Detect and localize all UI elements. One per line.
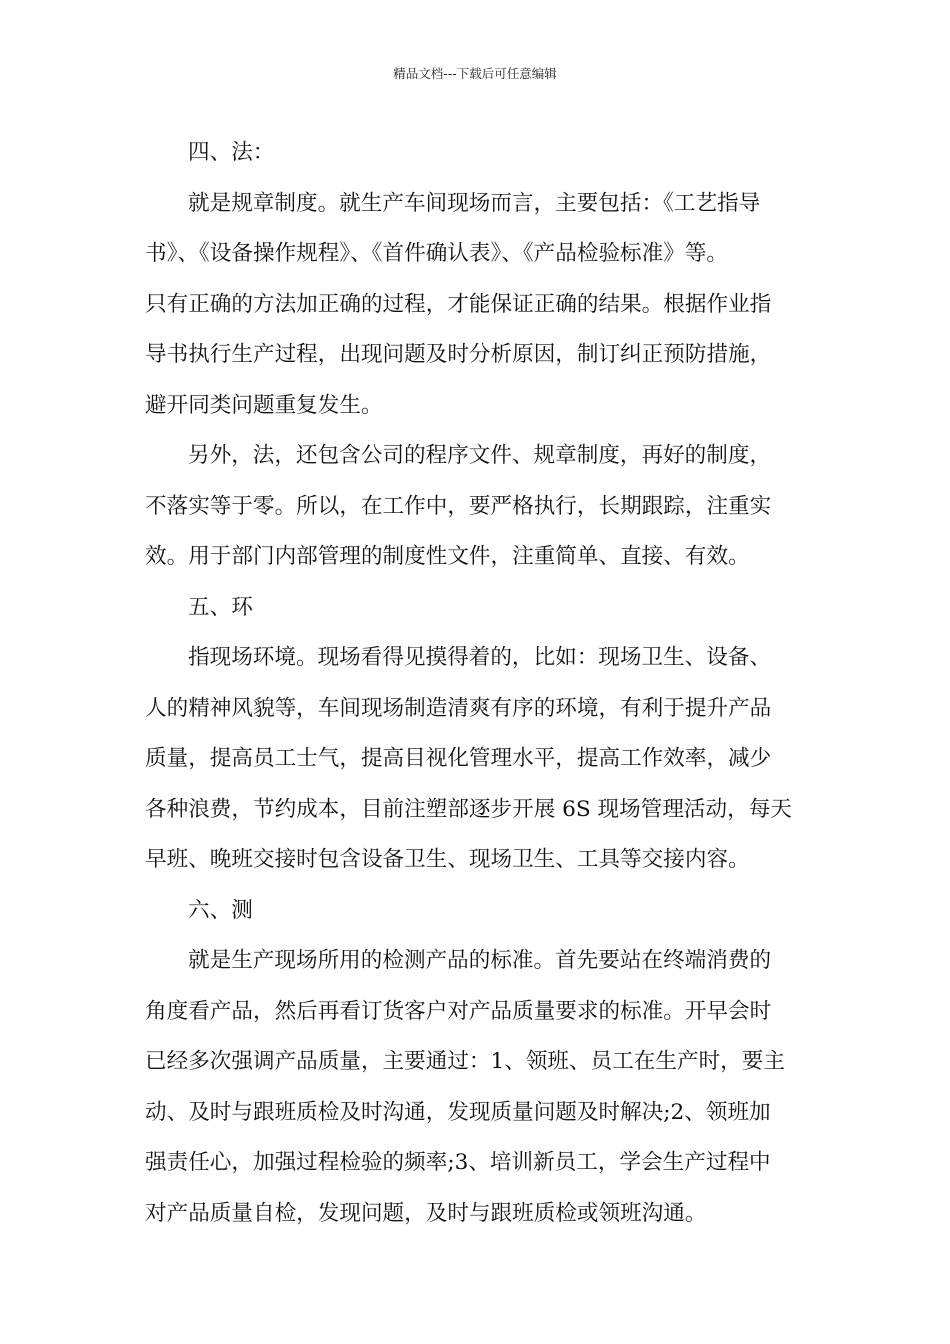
text-line: 指现场环境。现场看得见摸得着的，比如：现场卫生、设备、 bbox=[188, 645, 772, 670]
text-line: 已经多次强调产品质量，主要通过：1、领班、员工在生产时，要主 bbox=[145, 1049, 785, 1074]
text-line: 强责任心，加强过程检验的频率;3、培训新员工，学会生产过程中 bbox=[145, 1150, 771, 1175]
text-line: 早班、晚班交接时包含设备卫生、现场卫生、工具等交接内容。 bbox=[145, 847, 750, 872]
text-line: 人的精神风貌等，车间现场制造清爽有序的环境，有利于提升产品 bbox=[145, 695, 772, 721]
text-line: 另外，法，还包含公司的程序文件、规章制度，再好的制度， bbox=[188, 443, 772, 468]
text-line: 效。用于部门内部管理的制度性文件，注重简单、直接、有效。 bbox=[145, 544, 750, 569]
text-line: 质量，提高员工士气，提高目视化管理水平，提高工作效率，减少 bbox=[145, 746, 772, 771]
section-heading-ce: 六、测 bbox=[188, 897, 253, 923]
text-line: 只有正确的方法加正确的过程，才能保证正确的结果。根据作业指 bbox=[145, 291, 772, 317]
text-line: 避开同类问题重复发生。 bbox=[145, 392, 383, 418]
page-header: 精品文档---下载后可任意编辑 bbox=[393, 66, 557, 81]
text-line: 就是规章制度。就生产车间现场而言，主要包括：《工艺指导 bbox=[188, 190, 761, 216]
text-line: 动、及时与跟班质检及时沟通，发现质量问题及时解决;2、领班加 bbox=[145, 1099, 771, 1125]
text-line: 导书执行生产过程，出现问题及时分析原因，制订纠正预防措施， bbox=[145, 342, 772, 367]
text-line: 书》、《设备操作规程》、《首件确认表》、《产品检验标准》等。 bbox=[145, 241, 729, 266]
text-line: 对产品质量自检，发现问题，及时与跟班质检或领班沟通。 bbox=[145, 1200, 707, 1226]
section-heading-huan: 五、环 bbox=[188, 594, 253, 620]
section-heading-fa: 四、法： bbox=[188, 140, 275, 165]
text-line: 不落实等于零。所以，在工作中，要严格执行，长期跟踪，注重实 bbox=[145, 493, 772, 519]
text-line: 角度看产品，然后再看订货客户对产品质量要求的标准。开早会时 bbox=[145, 998, 772, 1024]
text-line: 各种浪费，节约成本，目前注塑部逐步开展 6S 现场管理活动，每天 bbox=[145, 796, 792, 822]
document-body bbox=[145, 128, 835, 1239]
text-line: 就是生产现场所用的检测产品的标准。首先要站在终端消费的 bbox=[188, 948, 772, 973]
